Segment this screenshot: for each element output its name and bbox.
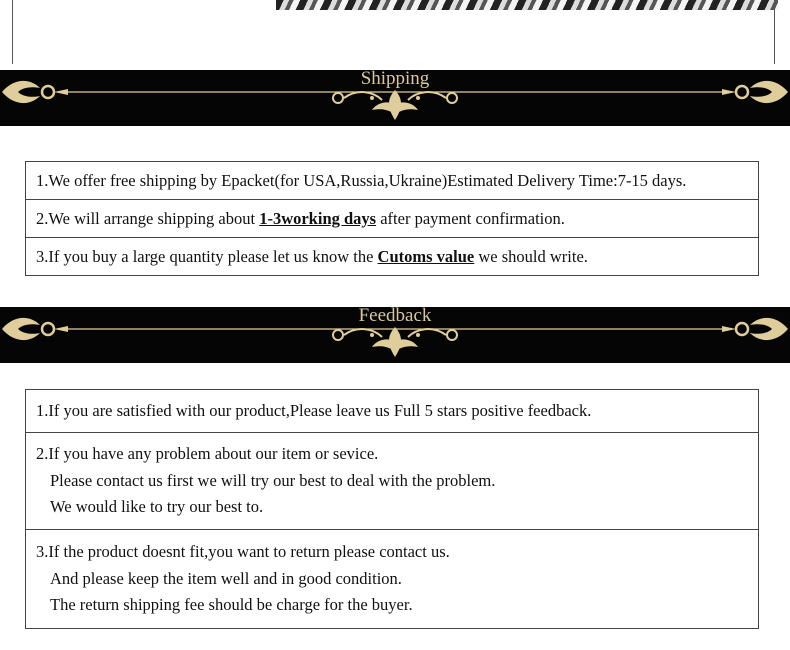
shipping-row-3-after: we should write. [474,246,588,266]
shipping-row-2-after: after payment confirmation. [376,208,565,228]
working-days-highlight: 1-3working days [259,208,377,228]
frame-line-right [774,0,775,64]
table-row [26,200,759,238]
table-row [26,433,759,530]
shipping-banner [0,70,790,126]
shipping-row-2-before: 2.We will arrange shipping about [36,208,260,228]
table-row [26,238,759,276]
feedback-row-3-line-2: And please keep the item well and in good condition. [50,568,402,588]
table-row [26,390,759,433]
table-row [26,162,759,200]
shipping-table [25,161,759,276]
feedback-row-1-line-1: 1.If you are satisfied with our product,Please leave us Full 5 stars positive feedback. [36,401,592,420]
feedback-table [25,389,759,629]
table-row [26,530,759,629]
feedback-row-3-line-3: The return shipping fee should be charge for the buyer. [50,595,413,615]
feedback-row-3-line-1: 3.If the product doesnt fit,you want to return please contact us. [36,542,450,562]
product-photo-strip [276,0,778,10]
frame-line-left [12,0,13,64]
feedback-title: Feedback [358,305,432,326]
feedback-row-2-line-3: We would like to try our best to. [50,497,264,517]
shipping-row-3-before: 3.If you buy a large quantity please let us know the [36,246,378,266]
shipping-row-1-text: 1.We offer free shipping by Epacket(for USA,Russia,Ukraine)Estimated Delivery Time:7-15 days. [36,170,687,190]
customs-value-highlight: Cutoms value [377,246,475,266]
feedback-row-2-line-2: Please contact us first we will try our best to deal with the problem. [50,470,496,490]
shipping-row-3-text [36,247,588,266]
feedback-row-2-line-1: 2.If you have any problem about our item or sevice. [36,444,379,464]
shipping-title: Shipping [360,68,430,89]
feedback-banner [0,307,790,363]
shipping-row-2-text [36,209,565,228]
